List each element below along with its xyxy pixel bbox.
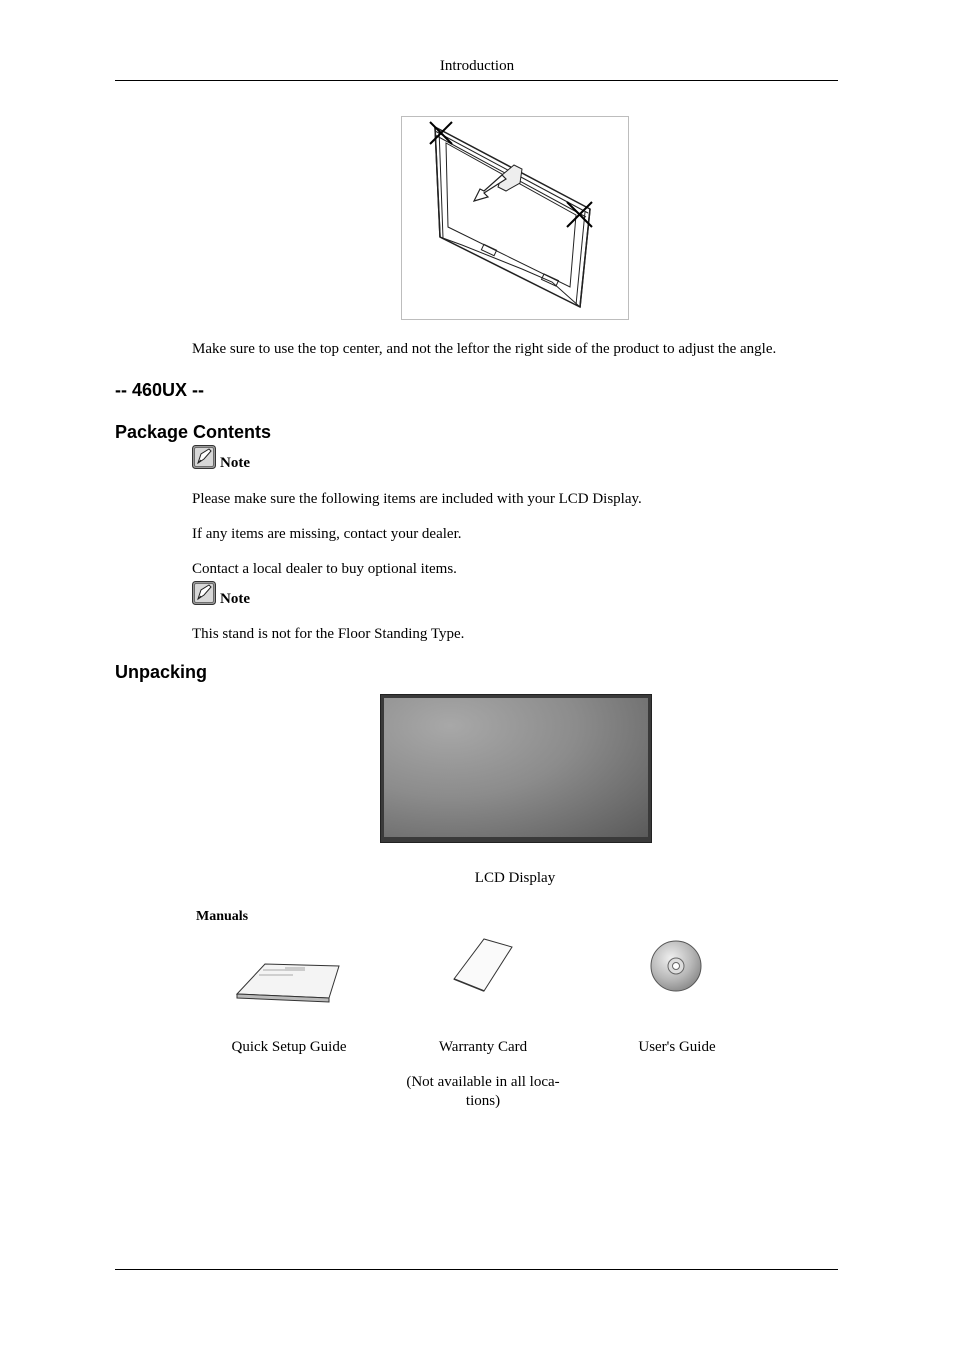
lcd-display-caption: LCD Display xyxy=(474,870,556,886)
users-guide-label: User's Guide xyxy=(638,1039,716,1055)
package-line-2: If any items are missing, contact your dealer. xyxy=(192,526,462,542)
angle-caption: Make sure to use the top center, and not the leftor the right side of the product to adjust the angle. xyxy=(192,341,777,357)
note-icon xyxy=(192,581,216,605)
page-header-title: Introduction xyxy=(439,58,515,74)
cd-icon xyxy=(649,939,703,993)
package-line-3: Contact a local dealer to buy optional items. xyxy=(192,561,457,577)
package-contents-heading: Package Contents xyxy=(115,422,272,442)
header-rule xyxy=(115,80,838,81)
lcd-display-image xyxy=(380,694,652,843)
stand-note-text: This stand is not for the Floor Standing Type. xyxy=(192,626,465,642)
note-label: Note xyxy=(220,591,250,607)
angle-adjust-illustration xyxy=(401,116,629,320)
package-line-1: Please make sure the following items are included with your LCD Display. xyxy=(192,491,642,507)
note-label: Note xyxy=(220,455,250,471)
lcd-screen xyxy=(384,698,648,837)
model-heading: -- 460UX -- xyxy=(115,380,205,400)
manuals-label: Manuals xyxy=(196,909,249,924)
warranty-availability-line-2: tions) xyxy=(465,1093,501,1109)
display-tilt-drawing xyxy=(402,117,628,319)
footer-rule xyxy=(115,1269,838,1270)
quick-setup-guide-label: Quick Setup Guide xyxy=(231,1039,347,1055)
note-icon xyxy=(192,445,216,469)
card-icon xyxy=(450,937,520,993)
warranty-availability-line-1: (Not available in all loca- xyxy=(406,1074,560,1090)
booklet-icon xyxy=(233,958,343,1004)
warranty-card-label: Warranty Card xyxy=(438,1039,528,1055)
unpacking-heading: Unpacking xyxy=(115,662,208,682)
